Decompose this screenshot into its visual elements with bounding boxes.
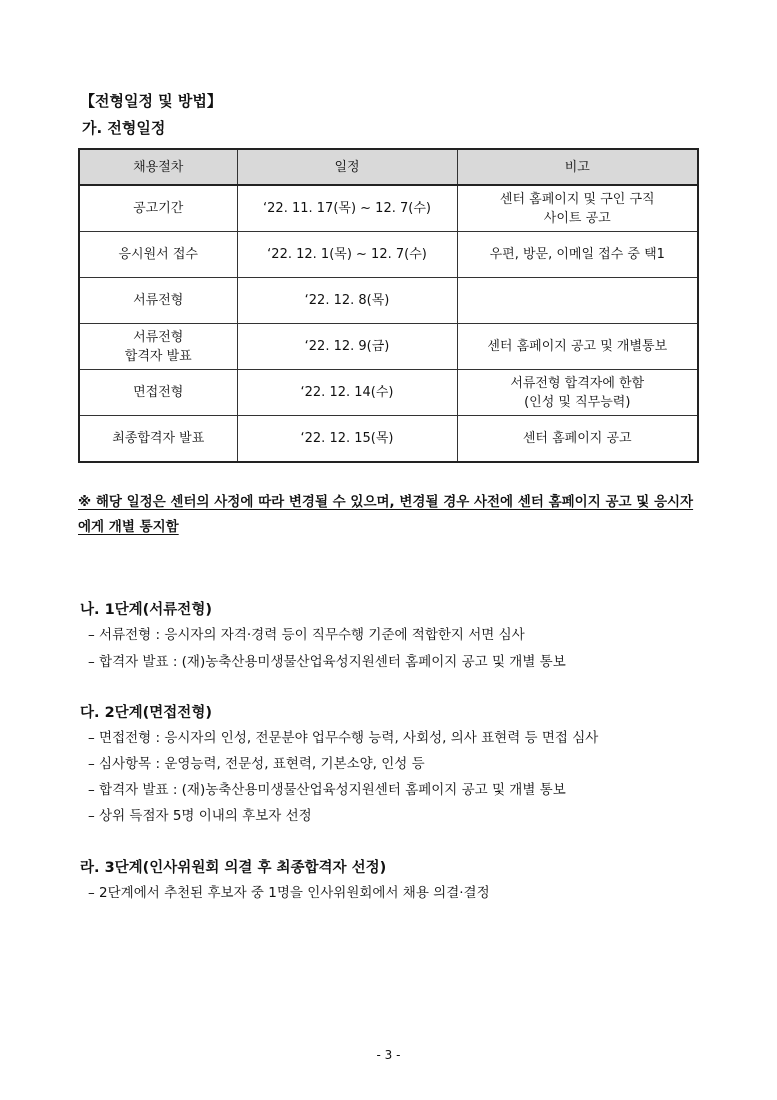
step-cell: 서류전형 합격자 발표 [79, 324, 237, 370]
date-cell: ‘22. 12. 9(금) [237, 324, 457, 370]
section-heading: 【전형일정 및 방법】 [80, 92, 222, 110]
step-cell: 서류전형 [79, 278, 237, 324]
column-header: 채용절차 [79, 149, 237, 185]
table-row [79, 185, 698, 232]
stage2-title: 다. 2단계(면접전형) [80, 705, 212, 721]
remark-cell: 센터 홈페이지 공고 및 개별통보 [457, 324, 698, 370]
date-cell: ‘22. 12. 8(목) [237, 278, 457, 324]
stage2-item: – 심사항목 : 운영능력, 전문성, 표현력, 기본소양, 인성 등 [88, 756, 425, 772]
table-row [79, 416, 698, 463]
remark-cell: 센터 홈페이지 공고 [457, 416, 698, 463]
page-number: - 3 - [376, 1048, 401, 1062]
column-header: 일정 [237, 149, 457, 185]
schedule-change-notice: ※ 해당 일정은 센터의 사정에 따라 변경될 수 있으며, 변경될 경우 사전에 센터 홈페이지 공고 및 응시자에게 개별 통지함 [78, 494, 694, 535]
remark-cell [457, 278, 698, 324]
stage2-item: – 합격자 발표 : (재)농축산용미생물산업육성지원센터 홈페이지 공고 및 개별 통보 [88, 782, 566, 798]
stage1-title: 나. 1단계(서류전형) [80, 602, 212, 618]
date-cell: ‘22. 12. 1(목) ~ 12. 7(수) [237, 232, 457, 278]
column-header: 비고 [457, 149, 698, 185]
stage3-title: 라. 3단계(인사위원회 의결 후 최종합격자 선정) [80, 860, 387, 876]
stage2-item: – 면접전형 : 응시자의 인성, 전문분야 업무수행 능력, 사회성, 의사 표현력 등 면접 심사 [88, 730, 599, 746]
date-cell: ‘22. 11. 17(목) ~ 12. 7(수) [237, 185, 457, 232]
step-cell: 응시원서 접수 [79, 232, 237, 278]
remark-cell: 우편, 방문, 이메일 접수 중 택1 [457, 232, 698, 278]
stage2-item: – 상위 득점자 5명 이내의 후보자 선정 [88, 808, 312, 824]
stage1-item: – 합격자 발표 : (재)농축산용미생물산업육성지원센터 홈페이지 공고 및 개별 통보 [88, 654, 566, 670]
table-row [79, 232, 698, 278]
step-cell: 공고기간 [79, 185, 237, 232]
table-header-row [79, 149, 698, 185]
table-row [79, 324, 698, 370]
date-cell: ‘22. 12. 14(수) [237, 370, 457, 416]
subsection-title: 가. 전형일정 [82, 119, 166, 137]
table-row [79, 278, 698, 324]
step-cell: 면접전형 [79, 370, 237, 416]
remark-cell: 서류전형 합격자에 한함 (인성 및 직무능력) [457, 370, 698, 416]
stage1-item: – 서류전형 : 응시자의 자격·경력 등이 직무수행 기준에 적합한지 서면 심사 [88, 627, 525, 643]
date-cell: ‘22. 12. 15(목) [237, 416, 457, 463]
table-row [79, 370, 698, 416]
stage3-item: – 2단계에서 추천된 후보자 중 1명을 인사위원회에서 채용 의결·결정 [88, 885, 490, 901]
remark-cell: 센터 홈페이지 및 구인 구직 사이트 공고 [457, 185, 698, 232]
step-cell: 최종합격자 발표 [79, 416, 237, 463]
schedule-table [78, 148, 699, 463]
